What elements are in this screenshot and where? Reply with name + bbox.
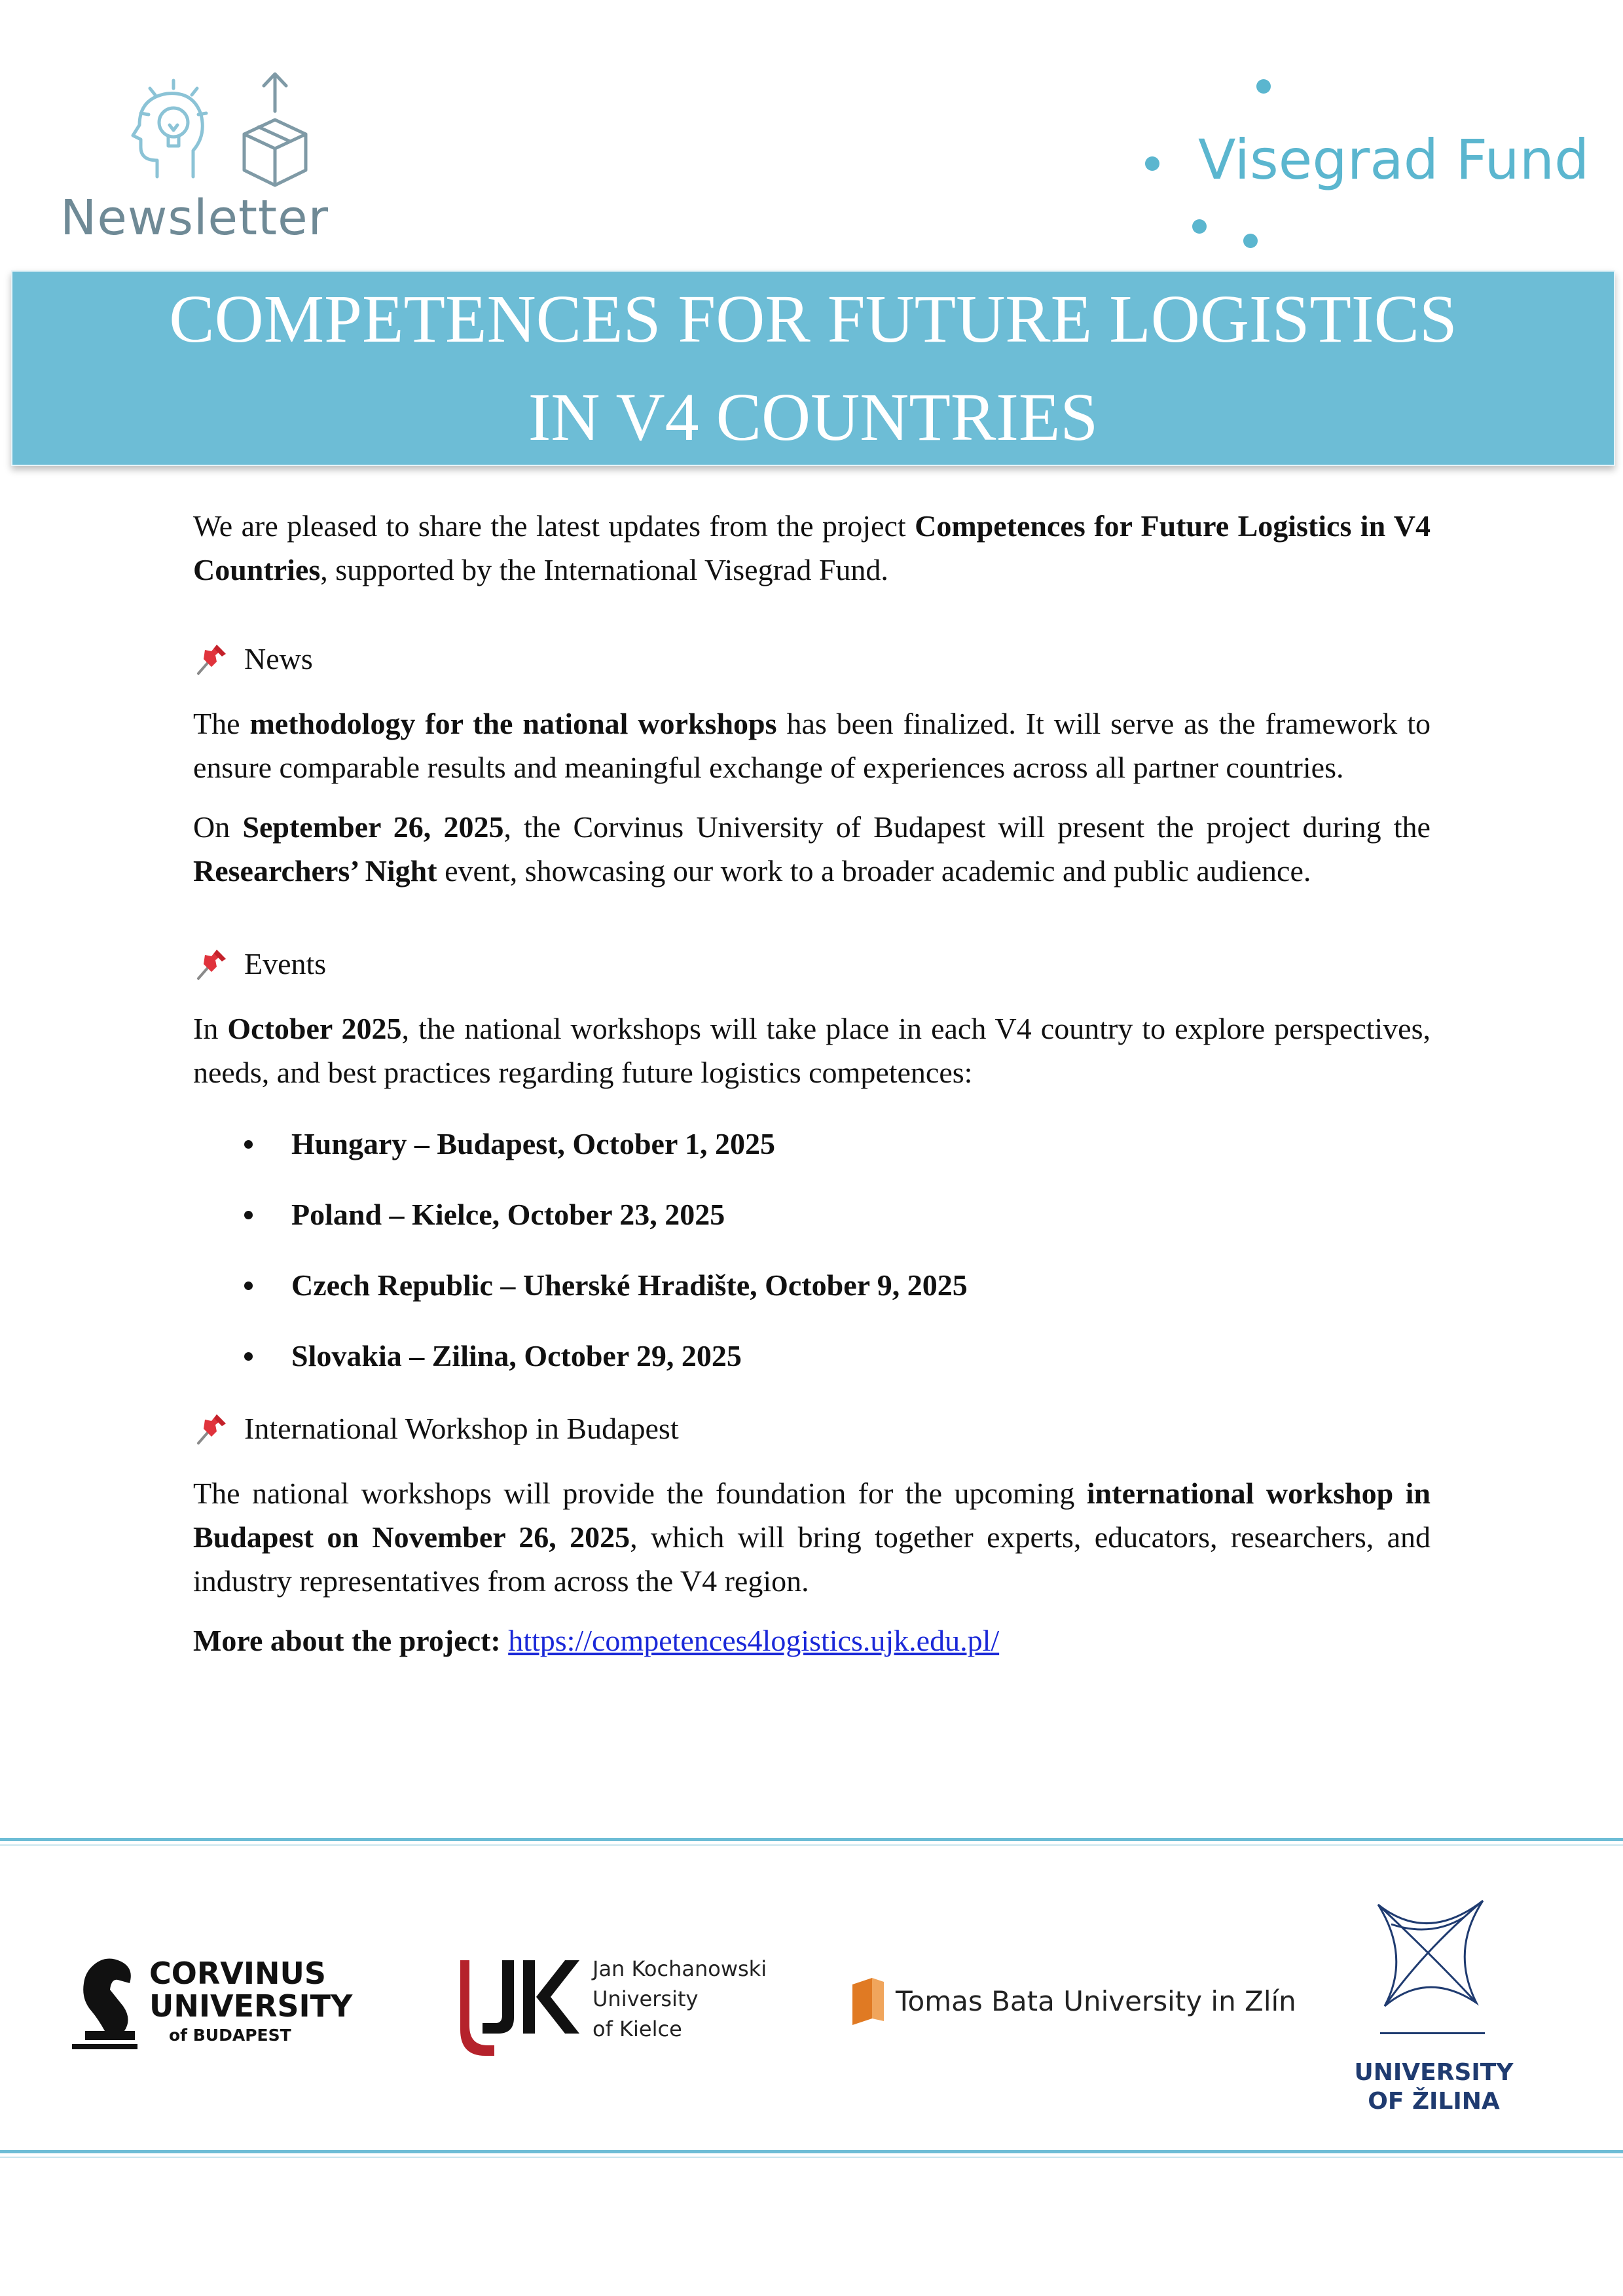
footer-divider-top xyxy=(0,1838,1623,1841)
visegrad-fund-logo xyxy=(1113,65,1590,262)
corvinus-line-1: CORVINUS xyxy=(149,1956,326,1991)
more-about-line xyxy=(193,1619,1431,1662)
zilina-divider xyxy=(1380,2032,1485,2034)
bullet-icon xyxy=(244,1282,253,1290)
list-item xyxy=(193,1122,1431,1166)
intro-text: We are pleased to share the latest updates from the project xyxy=(193,509,915,543)
news-heading-label: News xyxy=(244,642,313,675)
funder-label: Visegrad Fund xyxy=(1198,128,1590,192)
newsletter-logo xyxy=(52,62,334,259)
text-run: , which will bring together experts, educators, researchers, and industry representatives from across the V4 region. xyxy=(193,1520,1431,1598)
pushpin-icon xyxy=(193,641,230,677)
international-paragraph xyxy=(193,1471,1431,1603)
newsletter-body xyxy=(193,504,1431,1662)
zilina-line-2: OF ŽILINA xyxy=(1368,2088,1500,2115)
intro-paragraph xyxy=(193,504,1431,592)
ujk-monogram-icon xyxy=(455,1954,586,2065)
bullet-icon xyxy=(244,1352,253,1361)
list-item xyxy=(193,1263,1431,1307)
zilina-star-icon xyxy=(1365,1898,1496,2009)
events-heading xyxy=(193,942,1431,986)
news-paragraph-1 xyxy=(193,702,1431,789)
news-heading xyxy=(193,637,1431,681)
more-label: More about the project: xyxy=(193,1624,501,1657)
tbu-logo xyxy=(852,1978,1296,2030)
bullet-icon xyxy=(244,1140,253,1149)
corvinus-line-3: of BUDAPEST xyxy=(169,2026,291,2045)
list-item xyxy=(193,1193,1431,1236)
lightbulb-head-icon xyxy=(95,62,331,193)
footer-divider-bottom-shadow xyxy=(0,2157,1623,2158)
text-run: On xyxy=(193,810,243,844)
workshop-item: Hungary – Budapest, October 1, 2025 xyxy=(291,1127,776,1160)
footer-divider-bottom xyxy=(0,2150,1623,2153)
bold-run: methodology for the national workshops xyxy=(249,707,777,740)
pushpin-icon xyxy=(193,946,230,982)
zilina-line-1: UNIVERSITY xyxy=(1354,2059,1514,2086)
project-name: Competences for Future Logistics in V4 Countries xyxy=(193,509,1431,586)
events-heading-label: Events xyxy=(244,947,327,980)
text-run: The xyxy=(193,707,250,740)
bullet-icon xyxy=(244,1211,253,1219)
text-run: event, showcasing our work to a broader academic and public audience. xyxy=(437,854,1311,888)
international-heading-label: International Workshop in Budapest xyxy=(244,1412,679,1445)
title-line-1: COMPETENCES FOR FUTURE LOGISTICS xyxy=(169,281,1457,357)
text-run: In xyxy=(193,1012,228,1045)
workshop-item: Slovakia – Zilina, October 29, 2025 xyxy=(291,1339,742,1372)
news-paragraph-2 xyxy=(193,805,1431,893)
bold-run: September 26, 2025 xyxy=(242,810,504,844)
events-paragraph xyxy=(193,1007,1431,1094)
title-banner xyxy=(11,270,1615,466)
ujk-logo xyxy=(455,1954,769,2065)
text-run: , the national workshops will take place in each V4 country to explore perspectives, needs, and best practices regarding future logistics competences: xyxy=(193,1012,1431,1089)
tbu-book-icon xyxy=(852,1978,886,2025)
text-run: The national workshops will provide the foundation for the upcoming xyxy=(193,1477,1087,1510)
text-run: , the Corvinus University of Budapest will present the project during the xyxy=(503,810,1431,844)
bold-run: international workshop in Budapest on November 26, 2025 xyxy=(193,1477,1431,1554)
box-upload-icon xyxy=(244,74,306,185)
international-heading xyxy=(193,1407,1431,1450)
project-link[interactable]: https://competences4logistics.ujk.edu.pl/ xyxy=(508,1624,1000,1657)
bold-run: Researchers’ Night xyxy=(193,854,437,888)
workshop-item: Czech Republic – Uherské Hradište, October 9, 2025 xyxy=(291,1268,968,1302)
corvinus-line-2: UNIVERSITY xyxy=(149,1988,353,2024)
title-line-2: IN V4 COUNTRIES xyxy=(528,379,1099,455)
workshop-item: Poland – Kielce, October 23, 2025 xyxy=(291,1198,725,1231)
corvinus-griffin-icon xyxy=(72,1954,144,2052)
newsletter-label: Newsletter xyxy=(60,190,329,246)
text-run: has been finalized. It will serve as the framework to ensure comparable results and meaningful exchange of experiences across all partner countries. xyxy=(193,707,1431,784)
pushpin-icon xyxy=(193,1410,230,1447)
bold-run: October 2025 xyxy=(227,1012,402,1045)
corvinus-logo xyxy=(72,1954,360,2052)
workshop-list xyxy=(193,1122,1431,1378)
tbu-label: Tomas Bata University in Zlín xyxy=(896,1985,1296,2017)
ujk-line-2: University xyxy=(593,1986,699,2011)
ujk-line-3: of Kielce xyxy=(593,2017,682,2041)
footer-divider-top-shadow xyxy=(0,1844,1623,1846)
intro-text-end: , supported by the International Visegrad Fund. xyxy=(320,553,888,586)
ujk-line-1: Jan Kochanowski xyxy=(593,1956,767,1981)
list-item xyxy=(193,1334,1431,1378)
zilina-logo xyxy=(1336,1898,1532,2121)
